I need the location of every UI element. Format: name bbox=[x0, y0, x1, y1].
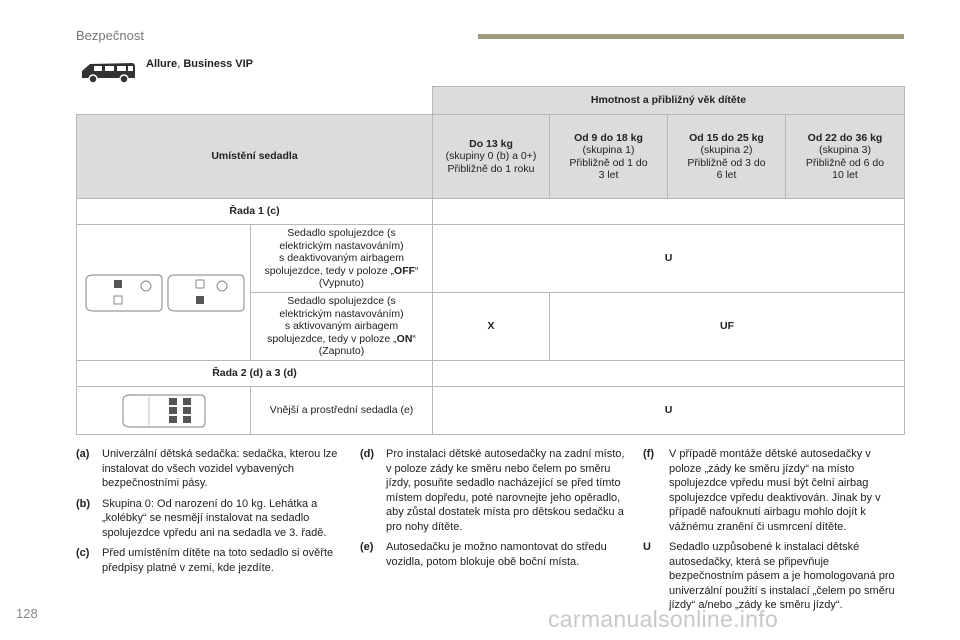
group-line: 3 let bbox=[598, 169, 619, 181]
group-line: 10 let bbox=[832, 169, 858, 181]
model-separator: , bbox=[177, 58, 184, 70]
weight-age-header: Hmotnost a přibližný věk dítěte bbox=[433, 87, 905, 115]
note-item bbox=[643, 540, 905, 613]
seat-off-line: elektrickým nastavováním) bbox=[279, 239, 404, 252]
front-seat-diagram-icon bbox=[82, 272, 246, 314]
row23-empty bbox=[433, 361, 905, 387]
seat-off-line: Sedadlo spolujezdce (s bbox=[287, 227, 396, 240]
seat-off-line bbox=[255, 265, 428, 278]
blank-corner bbox=[77, 87, 433, 115]
rear-seat-diagram-icon bbox=[119, 392, 209, 430]
note-key: (c) bbox=[76, 547, 90, 559]
row1-label: Řada 1 (c) bbox=[77, 199, 433, 225]
group-line: Přibližně do 1 roku bbox=[447, 162, 535, 175]
seat-on-text: spolujezdce, tedy v poloze „ bbox=[267, 332, 397, 345]
seat-on-line: s aktivovaným airbagem bbox=[284, 320, 399, 333]
seat-on-line: elektrickým nastavováním) bbox=[279, 307, 404, 320]
header-rule bbox=[478, 34, 904, 39]
seat-off-line: s deaktivovaným airbagem bbox=[279, 252, 404, 265]
group-title: Do 13 kg bbox=[469, 137, 513, 150]
rear-seat-label: Vnější a prostřední sedadla (e) bbox=[251, 387, 433, 435]
group-title: Od 22 do 36 kg bbox=[807, 131, 883, 144]
note-key: (e) bbox=[360, 541, 374, 553]
row1-empty bbox=[433, 199, 905, 225]
note-key: (f) bbox=[643, 448, 654, 460]
note-key: U bbox=[643, 541, 651, 553]
seat-on-description bbox=[251, 293, 433, 361]
note-key: (d) bbox=[360, 448, 375, 460]
seat-off-quote: “ bbox=[415, 264, 419, 277]
note-item bbox=[76, 447, 338, 491]
seat-off-state: OFF bbox=[394, 264, 416, 277]
notes-middle bbox=[360, 447, 626, 575]
rear-seat-diagram-cell bbox=[77, 387, 251, 435]
note-item bbox=[76, 497, 338, 541]
model-line bbox=[146, 58, 253, 70]
note-item bbox=[360, 447, 626, 534]
note-item bbox=[360, 540, 626, 569]
seat-off-line: (Vypnuto) bbox=[318, 277, 365, 290]
watermark: carmanualsonline.info bbox=[548, 606, 779, 632]
note-key: (b) bbox=[76, 497, 91, 510]
seat-on-line: (Zapnuto) bbox=[318, 345, 365, 358]
model-business-vip: Business VIP bbox=[183, 58, 254, 70]
group-header-2 bbox=[668, 115, 786, 199]
rear-seat-value: U bbox=[433, 387, 905, 435]
seat-position-header: Umístění sedadla bbox=[77, 115, 433, 199]
model-allure: Allure bbox=[146, 58, 178, 70]
notes-left bbox=[76, 447, 338, 581]
seat-on-line bbox=[255, 333, 428, 346]
group-line: Přibližně od 1 do bbox=[569, 156, 648, 169]
seat-on-line: Sedadlo spolujezdce (s bbox=[287, 295, 396, 308]
note-text: V případě montáže dětské autosedačky v poloze „zády ke směru jízdy“ na místo spolujezdce vpředu musí být čelní airbag spolujezdce vpředu deaktivován. Jinak by v případě nafouknutí airbagu mohlo dojít k vážnému zranění či usmrcení dítěte. bbox=[669, 448, 881, 533]
notes-right bbox=[643, 447, 905, 619]
note-text: Autosedačku je možno namontovat do středu vozidla, potom blokuje obě boční místa. bbox=[386, 541, 607, 568]
group-line: (skupiny 0 (b) a 0+) bbox=[445, 150, 537, 163]
group-line: (skupina 1) bbox=[582, 144, 635, 156]
note-text: Univerzální dětská sedačka: sedačka, kterou lze instalovat do všech vozidel vybavených bezpečnostními pásy. bbox=[102, 448, 338, 489]
group-header-0 bbox=[433, 115, 550, 199]
child-seat-table bbox=[76, 86, 905, 435]
note-text: Před umístěním dítěte na toto sedadlo si ověřte předpisy platné v zemi, kde jezdíte. bbox=[102, 547, 334, 574]
note-text: Pro instalaci dětské autosedačky na zadní místo, v poloze zády ke směru nebo čelem po směru jízdy, posuňte sedadlo nacházející se před tímto místem dopředu, poté narovnejte jeho opěradlo, aby zůstal dostatek místa pro dětskou sedačku a pro nohy dítěte. bbox=[386, 448, 625, 533]
note-text: Skupina 0: Od narození do 10 kg. Lehátka a „kolébky“ se nesmějí instalovat na sedadlo spolujezdce vpředu ani na sedadla ve 3. řadě. bbox=[102, 497, 327, 539]
group-line: 6 let bbox=[716, 169, 737, 181]
note-item bbox=[76, 546, 338, 575]
note-key: (a) bbox=[76, 448, 90, 460]
front-seat-diagram-cell bbox=[77, 225, 251, 361]
group-line: Přibližně od 6 do bbox=[805, 156, 885, 169]
seat-off-text: spolujezdce, tedy v poloze „ bbox=[264, 264, 395, 277]
seat-on-state: ON bbox=[396, 332, 413, 345]
seat-on-value-a: X bbox=[433, 293, 550, 361]
row23-label: Řada 2 (d) a 3 (d) bbox=[77, 361, 433, 387]
section-title: Bezpečnost bbox=[76, 28, 144, 43]
group-header-1 bbox=[550, 115, 668, 199]
group-header-3 bbox=[786, 115, 905, 199]
seat-on-quote: “ bbox=[412, 332, 416, 345]
note-text: Sedadlo uzpůsobené k instalaci dětské autosedačky, která se připevňuje bezpečnostním pásem a je homologovaná pro univerzální použití s instalací „čelem po směru jízdy“ a/nebo „zády ke směru jízdy“. bbox=[669, 541, 895, 611]
group-line: Přibližně od 3 do bbox=[687, 156, 766, 169]
van-icon bbox=[78, 56, 138, 86]
note-item bbox=[643, 447, 905, 534]
group-title: Od 9 do 18 kg bbox=[574, 131, 643, 144]
group-title: Od 15 do 25 kg bbox=[689, 131, 764, 144]
seat-off-value: U bbox=[433, 225, 905, 293]
group-line: (skupina 2) bbox=[700, 144, 753, 156]
group-line: (skupina 3) bbox=[819, 144, 871, 156]
page-number: 128 bbox=[16, 606, 38, 621]
seat-on-value-b: UF bbox=[550, 293, 905, 361]
seat-off-description bbox=[251, 225, 433, 293]
